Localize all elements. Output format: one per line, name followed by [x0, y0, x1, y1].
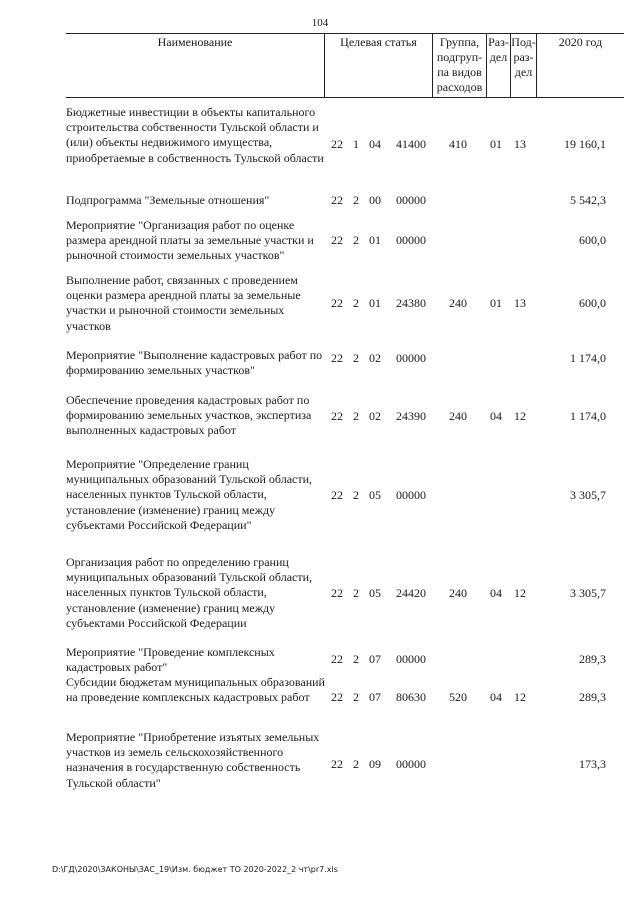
- target-part-1: 22: [331, 193, 343, 207]
- razdel-code: 04: [490, 690, 502, 704]
- row-name: Выполнение работ, связанных с проведением оценки размера арендной платы за земельные участки и рыночной стоимости земельных участков: [66, 273, 301, 333]
- target-part-1: 22: [331, 690, 343, 704]
- podrazdel-code: 12: [514, 586, 526, 600]
- header-year: [536, 34, 624, 97]
- header-razdel-line: Раз-: [488, 35, 509, 49]
- row-name: Подпрограмма "Земельные отношения": [66, 193, 270, 207]
- row-name: Бюджетные инвестиции в объекты капитального строительства собственности Тульской области и (или) объекты недвижимого имущества, приобретаемые в собственность Тульской области: [66, 105, 324, 165]
- amount-2020: 5 542,3: [570, 193, 606, 207]
- group-code: 520: [449, 690, 467, 704]
- amount-2020: 600,0: [579, 296, 606, 310]
- header-target: [324, 34, 432, 97]
- target-part-2: 2: [353, 690, 359, 704]
- target-part-4: 00000: [396, 233, 426, 247]
- header-group-line: па видов: [437, 65, 482, 79]
- header-razdel: [486, 34, 510, 97]
- target-part-4: 00000: [396, 757, 426, 771]
- file-path-footer: D:\ГД\2020\ЗАКОНЫ\ЗАС_19\Изм. бюджет ТО 2020-2022_2 чт\pr7.xls: [52, 865, 338, 874]
- podrazdel-code: 12: [514, 690, 526, 704]
- amount-2020: 289,3: [579, 690, 606, 704]
- target-part-1: 22: [331, 233, 343, 247]
- row-name: Мероприятие "Организация работ по оценке размера арендной платы за земельные участки и рыночной стоимости земельных участков": [66, 218, 314, 263]
- podrazdel-code: 12: [514, 409, 526, 423]
- header-name: [66, 34, 324, 97]
- razdel-code: 04: [490, 586, 502, 600]
- target-part-4: 24380: [396, 296, 426, 310]
- target-part-2: 2: [353, 409, 359, 423]
- target-part-4: 24390: [396, 409, 426, 423]
- target-part-2: 2: [353, 233, 359, 247]
- target-part-2: 2: [353, 193, 359, 207]
- amount-2020: 19 160,1: [564, 137, 606, 151]
- target-part-3: 07: [369, 690, 381, 704]
- target-part-4: 00000: [396, 652, 426, 666]
- target-part-3: 07: [369, 652, 381, 666]
- target-part-1: 22: [331, 652, 343, 666]
- target-part-3: 04: [369, 137, 381, 151]
- amount-2020: 600,0: [579, 233, 606, 247]
- target-part-3: 00: [369, 193, 381, 207]
- target-part-1: 22: [331, 137, 343, 151]
- header-group-line: расходов: [436, 80, 483, 94]
- header-group: [432, 34, 486, 97]
- header-podrazdel: [510, 34, 536, 97]
- amount-2020: 3 305,7: [570, 488, 606, 502]
- table-header: [66, 33, 624, 98]
- target-part-3: 09: [369, 757, 381, 771]
- group-code: 240: [449, 296, 467, 310]
- target-part-3: 05: [369, 586, 381, 600]
- target-part-2: 1: [353, 137, 359, 151]
- target-part-3: 05: [369, 488, 381, 502]
- target-part-4: 24420: [396, 586, 426, 600]
- group-code: 240: [449, 409, 467, 423]
- target-part-3: 01: [369, 296, 381, 310]
- header-name-label: Наименование: [157, 35, 233, 49]
- target-part-3: 01: [369, 233, 381, 247]
- target-part-4: 00000: [396, 193, 426, 207]
- target-part-2: 2: [353, 296, 359, 310]
- page-number: 104: [311, 17, 329, 29]
- amount-2020: 1 174,0: [570, 409, 606, 423]
- header-podrazdel-line: дел: [514, 65, 533, 79]
- amount-2020: 3 305,7: [570, 586, 606, 600]
- target-part-4: 00000: [396, 351, 426, 365]
- row-name: Обеспечение проведения кадастровых работ по формированию земельных участков, экспертиза выполненных кадастровых работ: [66, 393, 312, 438]
- target-part-1: 22: [331, 351, 343, 365]
- podrazdel-code: 13: [514, 137, 526, 151]
- header-razdel-line: дел: [489, 50, 508, 64]
- header-group-line: подгруп-: [436, 50, 483, 64]
- target-part-1: 22: [331, 296, 343, 310]
- target-part-4: 00000: [396, 488, 426, 502]
- row-name: Мероприятие "Приобретение изъятых земельных участков из земель сельскохозяйственного назначения в государственную собственность Тульской области": [66, 730, 320, 790]
- target-part-2: 2: [353, 757, 359, 771]
- podrazdel-code: 13: [514, 296, 526, 310]
- amount-2020: 289,3: [579, 652, 606, 666]
- target-part-2: 2: [353, 652, 359, 666]
- razdel-code: 04: [490, 409, 502, 423]
- amount-2020: 173,3: [579, 757, 606, 771]
- target-part-4: 80630: [396, 690, 426, 704]
- amount-2020: 1 174,0: [570, 351, 606, 365]
- header-target-label: Целевая статья: [340, 35, 417, 49]
- target-part-1: 22: [331, 488, 343, 502]
- row-name: Субсидии бюджетам муниципальных образований на проведение комплексных кадастровых работ: [66, 675, 325, 705]
- header-podrazdel-line: раз-: [513, 50, 534, 64]
- group-code: 410: [449, 137, 467, 151]
- razdel-code: 01: [490, 296, 502, 310]
- target-part-2: 2: [353, 488, 359, 502]
- razdel-code: 01: [490, 137, 502, 151]
- target-part-1: 22: [331, 757, 343, 771]
- target-part-1: 22: [331, 586, 343, 600]
- target-part-2: 2: [353, 351, 359, 365]
- row-name: Мероприятие "Проведение комплексных кадастровых работ": [66, 645, 275, 675]
- header-podrazdel-line: Под-: [511, 35, 536, 49]
- row-name: Мероприятие "Выполнение кадастровых работ по формированию земельных участков": [66, 348, 323, 378]
- target-part-3: 02: [369, 409, 381, 423]
- target-part-4: 41400: [396, 137, 426, 151]
- header-year-label: 2020 год: [558, 35, 603, 49]
- group-code: 240: [449, 586, 467, 600]
- header-group-line: Группа,: [439, 35, 480, 49]
- row-name: Мероприятие "Определение границ муниципальных образований Тульской области, населенных пунктов Тульской области, установление (изменение) границ между субъектами Российской Федерации": [66, 457, 313, 532]
- target-part-3: 02: [369, 351, 381, 365]
- row-name: Организация работ по определению границ муниципальных образований Тульской области, населенных пунктов Тульской области, установление (изменение) границ между субъектами Российской Федерации: [66, 555, 313, 630]
- target-part-1: 22: [331, 409, 343, 423]
- target-part-2: 2: [353, 586, 359, 600]
